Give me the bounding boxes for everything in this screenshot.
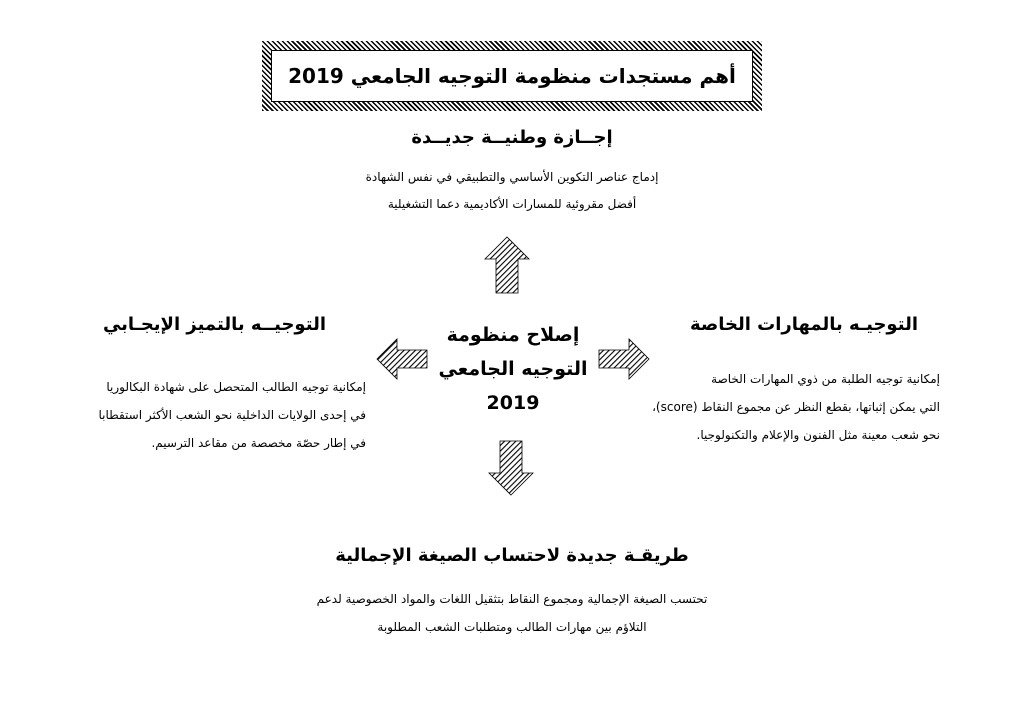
center-line-1: إصلاح منظومة [446,324,580,346]
bottom-node-line-1: تحتسب الصيغة الإجمالية ومجموع النقاط بتثقيل اللغات والمواد الخصوصية لدعم [316,592,708,606]
top-node-line-2: أفضل مقروئية للمسارات الأكاديمية دعما التشغيلية [387,197,637,211]
left-node-line-2: في إحدى الولايات الداخلية نحو الشعب الأكثر استقطابا [98,408,366,422]
right-node-line-2: التي يمكن إثباتها، بقطع النظر عن مجموع النقاط (score)، [652,400,940,414]
left-node-line-3: في إطار حصّة مخصصة من مقاعد الترسيم. [151,436,366,450]
title-frame [262,41,762,111]
right-node-heading: التوجيـه بالمهارات الخاصة [689,314,918,335]
top-node-line-1: إدماج عناصر التكوين الأساسي والتطبيقي في نفس الشهادة [365,170,659,184]
center-node [418,318,608,420]
arrow-up-icon [484,236,530,294]
title-frame-inner [271,50,753,102]
left-node-line-1: إمكانية توجيه الطالب المتحصل على شهادة البكالوريا [106,380,366,394]
arrow-left-icon [376,338,428,380]
center-line-2: التوجيه الجامعي [438,358,588,380]
arrow-down-icon [488,440,534,496]
right-node-line-3: نحو شعب معينة مثل الفنون والإعلام والتكنولوجيا. [696,428,940,442]
bottom-node-heading: طريقـة جديدة لاحتساب الصيغة الإجمالية [335,545,689,566]
bottom-node-line-2: التلاؤم بين مهارات الطالب ومتطلبات الشعب المطلوبة [377,620,647,634]
page-title: أهم مستجدات منظومة التوجيه الجامعي 2019 [288,64,736,88]
top-node-heading: إجــازة وطنيــة جديــدة [411,127,613,148]
center-line-3: 2019 [486,392,540,414]
right-node-line-1: إمكانية توجيه الطلبة من ذوي المهارات الخاصة [711,372,940,386]
left-node-heading: التوجيــه بالتميز الإيجـابي [102,314,326,335]
